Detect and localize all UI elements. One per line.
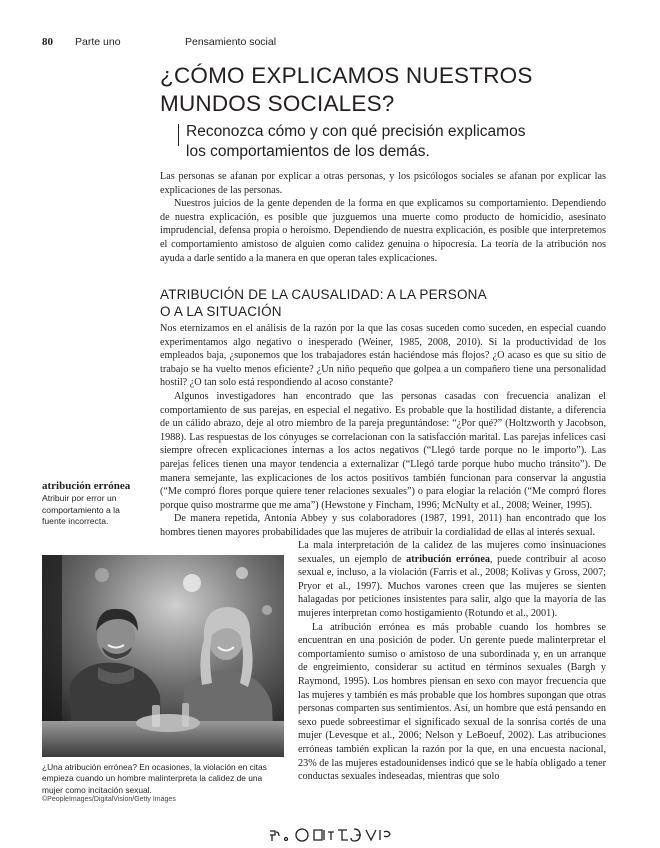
- section-title-line: ¿CÓMO EXPLICAMOS NUESTROS: [160, 63, 533, 88]
- body-text-span: La mala interpretación de la calidez de las mujeres como insinuaciones sexuales, un ejemplo de: [298, 540, 606, 565]
- photo-couple: [42, 555, 284, 757]
- objective-line: los comportamientos de los demás.: [186, 143, 430, 160]
- body-text: [160, 322, 606, 540]
- body-paragraph: De manera repetida, Antonia Abbey y sus colaboradores (1987, 1991, 2011) han encontrado que los hombres tienen mayores probabilidades que las mujeres de atribuir la cordialidad de ellas al interés sexual.: [160, 513, 606, 538]
- intro-paragraph: Las personas se afanan por explicar a otras personas, y los psicólogos sociales se afanan por explicar las explicaciones de las personas.: [160, 171, 606, 196]
- body-text-span: , puede contribuir al acoso sexual e, incluso, a la violación (Farris et al., 2008; Kolivas y Gross, 2007; Pryor et al., 1997). Muchos varones creen que las mujeres se sienten halagadas por peticiones insistentes para salir, algo que la mayoría de las mujeres interpretan como hostigamiento (Rotundo et al., 2001).: [298, 553, 606, 619]
- page-number: 80: [42, 36, 53, 48]
- body-paragraph: Nos eternizamos en el análisis de la razón por la que las cosas suceden como suceden, en especial cuando experimentamos algo negativo o inesperado (Weiner, 1985, 2008, 2010). Si la productividad de los empleados baja, ¿suponemos que los trabajadores están haciéndose más flojos? ¿O acaso es que su sitio de trabajo se ha vuelto menos eficiente? ¿Un niño pequeño que golpea a un compañero tiene una personalidad hostil? ¿O tan solo está respondiendo al acoso constante?: [160, 323, 606, 389]
- body-paragraph: Algunos investigadores han encontrado que las personas casadas con frecuencia analizan el comportamiento de sus parejas, en especial el negativo. Es probable que la hostilidad distante, a diferencia de un cálido abrazo, deje al otro miembro de la pareja preguntándose: “¿Por qué?” (Holtzworth y Jacobson, 1988). Las respuestas de los cónyuges se correlacionan con la satisfacción marital. Las parejas infelices casi siempre ofrecen explicaciones internas a los actos negativos (“Llegó tarde porque no le importo”). Las parejas felices tienen una mayor tendencia a externalizar (“Llegó tarde porque hubo mucho tránsito”). De manera semejante, las explicaciones de los actos positivos también funcionan para conservar la angustia (“Me compró flores porque quiere tener relaciones sexuales”) o para elogiar la relación (“Me compró flores porque quiso mostrarme que me ama”) (Hewstone y Fincham, 1996; McNulty et al., 2008; Weiner, 1995).: [160, 390, 606, 511]
- glossary-definition: Atribuir por error un comportamiento a la fuente incorrecta.: [42, 493, 120, 527]
- photo-credit: ©PeopleImages/DigitalVision/Getty Images: [42, 796, 176, 803]
- running-header-part: Parte uno: [75, 36, 121, 48]
- section-title: [160, 62, 630, 118]
- section-title-line: MUNDOS SOCIALES?: [160, 91, 395, 116]
- body-text-right-column: [298, 539, 606, 784]
- subsection-heading-line: ATRIBUCIÓN DE LA CAUSALIDAD: A LA PERSONA: [160, 287, 487, 302]
- photo-illustration: [42, 555, 284, 757]
- glossary-term: atribución errónea: [42, 480, 131, 492]
- intro-paragraph: Nuestros juicios de la gente dependen de la forma en que explicamos su comportamiento. Dependiendo de nuestra explicación, es posible que juzguemos una muerte como producto de homicidio, asesinato imprudencial, defensa propia o heroísmo. Dependiendo de nuestra explicación, es posible que interpretemos el comportamiento amistoso de alguien como calidez genuina o hipocresía. La teoría de la atribución nos ayuda a darle sentido a la manera en que operan tales explicaciones.: [160, 198, 606, 264]
- objective-line: Reconozca cómo y con qué precisión explicamos: [186, 123, 526, 140]
- body-paragraph: La atribución errónea es más probable cuando los hombres se encuentran en una posición de poder. Un gerente puede malinterpretar el comportamiento sumiso o amistoso de una subordinada y, en un arranque de engreimiento, considerar su actitud en términos sexuales (Bargh y Raymond, 1995). Los hombres piensan en sexo con mayor frecuencia que las mujeres y también es más probable que los hombres supongan que otras personas comparten sus sentimientos. Así, un hombre que está pensando en sexo puede sobreestimar el significado sexual de la sonrisa cortés de una mujer (Levesque et al., 2006; Nelson y LeBoeuf, 2002). Las atribuciones erróneas también explican la razón por la que, en una encuesta nacional, 23% de las mujeres estadounidenses indicó que se le había obligado a tener conductas sexuales indeseadas, mientras que solo: [298, 621, 606, 783]
- photo-caption: ¿Una atribución errónea? En ocasiones, la violación en citas empieza cuando un hombre malinterpreta la calidez de una mujer como incitación sexual.: [42, 762, 267, 795]
- body-paragraph: [298, 539, 606, 621]
- learning-objective: [186, 122, 606, 162]
- running-header-chapter: Pensamiento social: [185, 36, 277, 48]
- intro-text: [160, 170, 606, 265]
- subsection-heading-line: O A LA SITUACIÓN: [160, 304, 282, 319]
- glossary-term-inline: atribución errónea: [406, 553, 490, 565]
- footer-mark: [270, 826, 410, 844]
- objective-rule: [178, 124, 179, 146]
- subsection-heading: [160, 286, 600, 320]
